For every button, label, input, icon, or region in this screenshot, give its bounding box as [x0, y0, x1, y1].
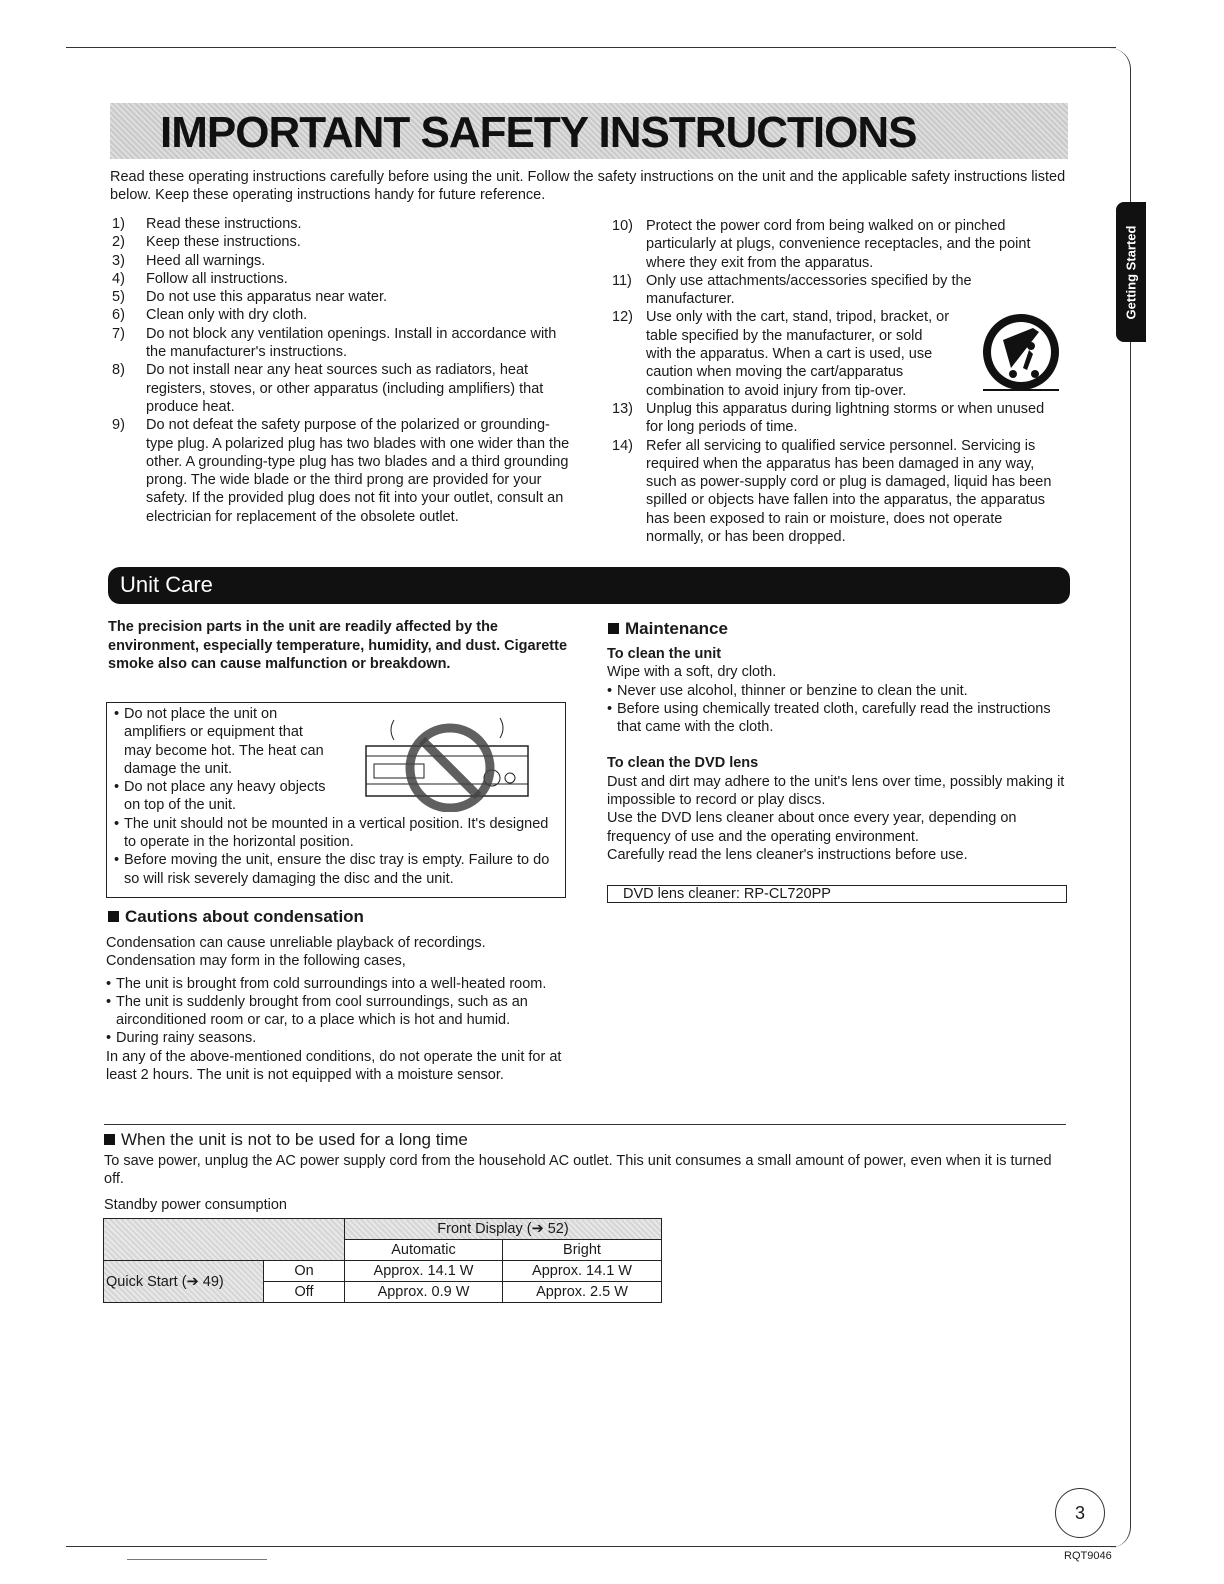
- table-header: Bright: [503, 1240, 662, 1261]
- list-item: 8) Do not install near any heat sources such as radiators, heat registers, stoves, or other apparatus (including amplifiers) that produce heat.: [112, 362, 544, 415]
- list-item: • Never use alcohol, thinner or benzine to clean the unit.: [607, 682, 968, 699]
- square-bullet-icon: [104, 1134, 115, 1145]
- maintenance-body: To clean the unit Wipe with a soft, dry cloth. • Never use alcohol, thinner or benzine to clean the unit. • Before using chemically treated cloth, carefully read the instructions that came with the cloth. To clean the DVD lens Dust and dirt may adhere to the unit's lens over time, possibly making it impossible to record or play discs. Use the DVD lens cleaner about once every year, depending on frequency of use and the operating environment. Carefully read the lens cleaner's instructions before use.: [607, 645, 1077, 864]
- intro-text: Read these operating instructions carefully before using the unit. Follow the safety instructions on the unit and the applicable safety instructions listed below. Keep these operating instructions handy for future reference.: [110, 169, 1066, 203]
- list-item: 6) Clean only with dry cloth.: [112, 307, 308, 324]
- list-item: • During rainy seasons.: [106, 1030, 257, 1047]
- table-row: Off Approx. 0.9 W Approx. 2.5 W: [104, 1282, 662, 1303]
- list-item: 9) Do not defeat the safety purpose of the polarized or grounding-type plug. A polarized plug has two blades with one wider than the other. A grounding-type plug has two blades and a third grounding prong. The wide blade or the third prong are provided for your safety. If the provided plug does not fit into your outlet, consult an electrician for replacement of the obsolete outlet.: [112, 417, 570, 525]
- square-bullet-icon: [608, 623, 619, 634]
- list-item: 13) Unplug this apparatus during lightning storms or when unused for long periods of time.: [612, 400, 1045, 436]
- unit-care-title: Unit Care: [120, 572, 213, 597]
- list-item: • The unit should not be mounted in a vertical position. It's designed to operate in the horizontal position.: [114, 815, 549, 851]
- side-tab-label: Getting Started: [1123, 225, 1139, 319]
- list-item: • Before using chemically treated cloth, carefully read the instructions that came with the cloth.: [607, 700, 1051, 736]
- long-time-text: To save power, unplug the AC power supply cord from the household AC outlet. This unit consumes a small amount of power, even when it is turned off.: [104, 1153, 1052, 1188]
- list-item: 12) Use only with the cart, stand, tripod, bracket, or table specified by the manufacturer, or sold with the apparatus. When a cart is used, use caution when moving the cart/apparatus combination to avoid injury from tip-over.: [612, 309, 950, 399]
- condensation-body: Condensation can cause unreliable playback of recordings. Condensation may form in the following cases, • The unit is brought from cold surroundings into a well-heated room. • The unit is suddenly brought from cool surroundings, such as an airconditioned room or car, to a place which is hot and humid. • During rainy seasons. In any of the above-mentioned conditions, do not operate the unit for at least 2 hours. The unit is not equipped with a moisture sensor.: [106, 934, 576, 1084]
- list-item: 10) Protect the power cord from being walked on or pinched particularly at plugs, convenience receptacles, and the point where they exit from the apparatus.: [612, 218, 1031, 271]
- page-number: 3: [1055, 1488, 1105, 1538]
- list-item: • Do not place the unit on amplifiers or equipment that may become hot. The heat can damage the unit.: [114, 706, 324, 777]
- table-row-header: Quick Start (➔ 49): [104, 1261, 264, 1303]
- long-time-heading: When the unit is not to be used for a long time: [104, 1130, 468, 1150]
- condensation-heading: Cautions about condensation: [108, 907, 364, 927]
- square-bullet-icon: [108, 911, 119, 922]
- standby-label: Standby power consumption: [104, 1197, 287, 1213]
- table-header: Automatic: [345, 1240, 503, 1261]
- list-item: 7) Do not block any ventilation openings. Install in accordance with the manufacturer's instructions.: [112, 325, 557, 361]
- list-item: 4) Follow all instructions.: [112, 270, 288, 287]
- unit-care-bar: [108, 567, 1070, 604]
- no-heat-device-icon: [364, 712, 530, 812]
- list-item: 5) Do not use this apparatus near water.: [112, 289, 388, 306]
- cart-tipover-warning-icon: [973, 310, 1061, 394]
- table-corner: [104, 1219, 345, 1261]
- list-item: 11) Only use attachments/accessories specified by the manufacturer.: [612, 272, 972, 308]
- list-item: • Before moving the unit, ensure the disc tray is empty. Failure to do so will risk severely damaging the disc and the unit.: [114, 852, 550, 887]
- document-code: RQT9046: [1064, 1550, 1112, 1562]
- list-item: • The unit is suddenly brought from cool surroundings, such as an airconditioned room or car, to a place which is hot and humid.: [106, 993, 528, 1029]
- top-rule: [66, 47, 1116, 48]
- list-item: 1) Read these instructions.: [112, 216, 302, 232]
- list-item: • The unit is brought from cold surroundings into a well-heated room.: [106, 975, 547, 992]
- page-title: IMPORTANT SAFETY INSTRUCTIONS: [160, 108, 917, 157]
- maintenance-heading: Maintenance: [608, 619, 728, 639]
- list-item: 2) Keep these instructions.: [112, 234, 301, 251]
- list-item: • Do not place any heavy objects on top of the unit.: [114, 779, 326, 814]
- unit-care-intro: The precision parts in the unit are readily affected by the environment, especially temperature, humidity, and dust. Cigarette smoke also can cause malfunction or breakdown.: [108, 619, 568, 672]
- standby-power-table: [103, 1218, 662, 1303]
- section-divider: [104, 1124, 1066, 1125]
- lens-cleaner-box: DVD lens cleaner: RP-CL720PP: [607, 885, 1067, 903]
- list-item: 14) Refer all servicing to qualified service personnel. Servicing is required when the apparatus has been damaged in any way, such as power-supply cord or plug is damaged, liquid has been spilled or objects have fallen into the apparatus, the apparatus has been exposed to rain or moisture, does not operate normally, or has been dropped.: [612, 437, 1052, 546]
- table-row: Quick Start (➔ 49) On Approx. 14.1 W Approx. 14.1 W: [104, 1261, 662, 1282]
- table-header: Front Display (➔ 52): [345, 1219, 662, 1240]
- list-item: 3) Heed all warnings.: [112, 252, 266, 269]
- bottom-rule: [66, 1546, 1116, 1547]
- footer-link-line: [127, 1559, 267, 1560]
- safety-list-left: [112, 215, 572, 526]
